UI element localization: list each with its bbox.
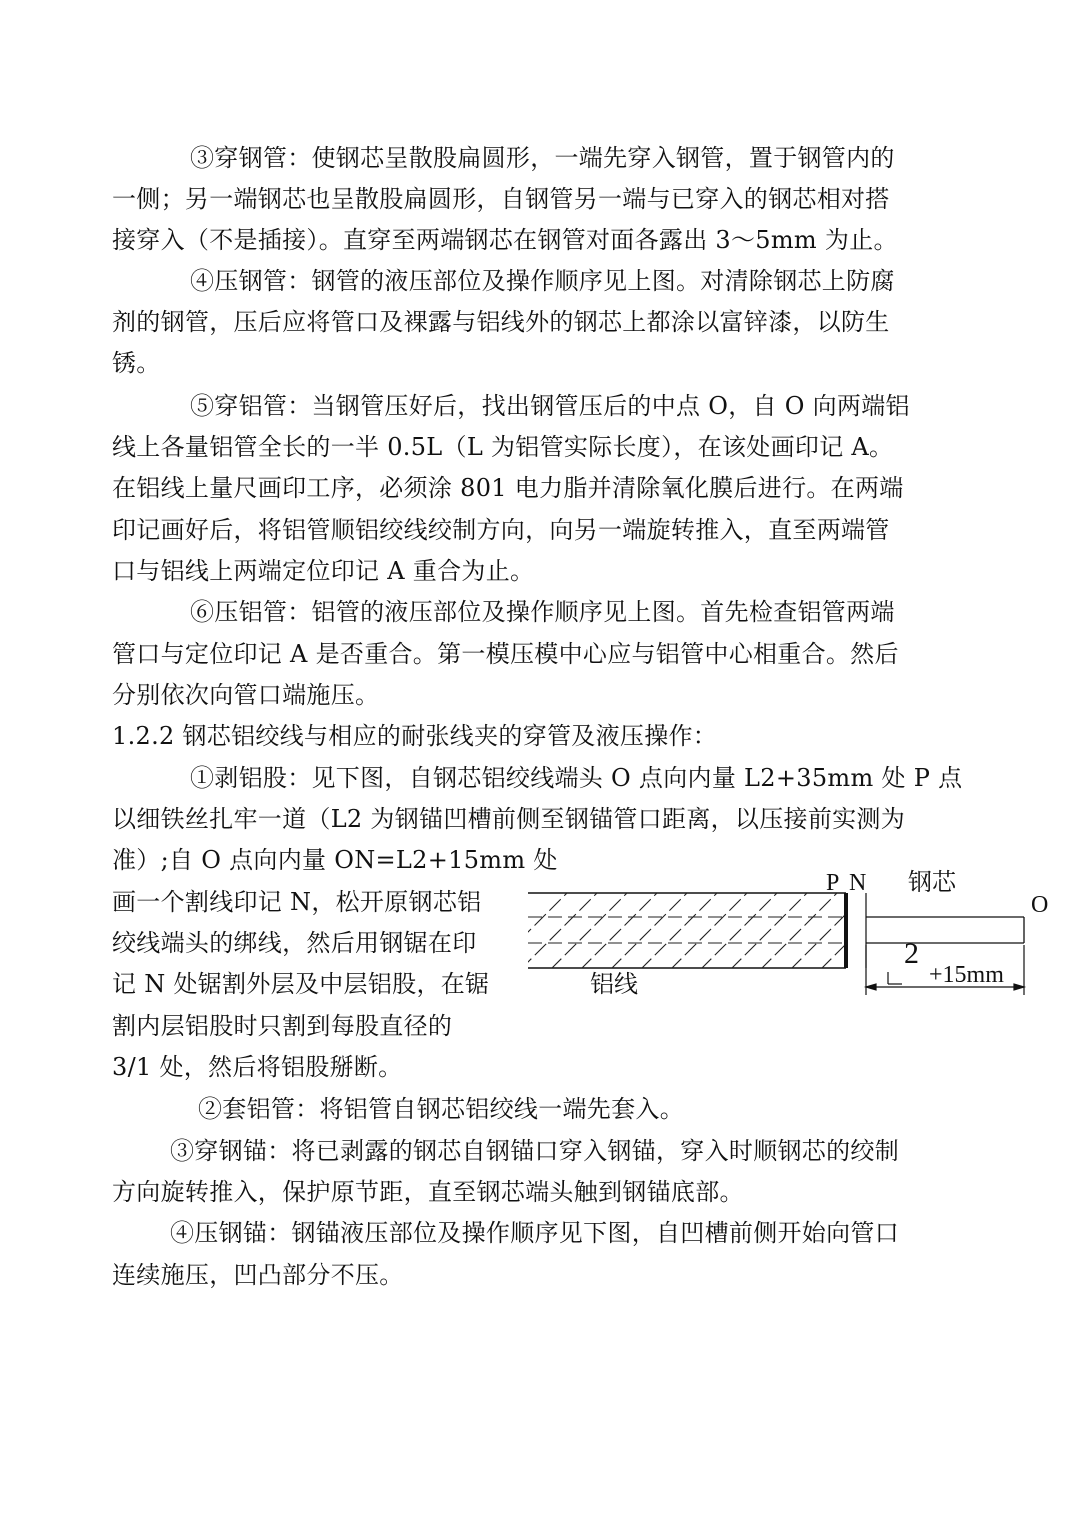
para-5-line-5: 口与铝线上两端定位印记 A 重合为止。 (112, 557, 535, 585)
para-5-line-1: ⑤穿铝管：当钢管压好后，找出钢管压后的中点 O，自 O 向两端铝 (190, 392, 910, 420)
step-1-line-3: 准）;自 O 点向内量 ON=L2+15mm 处 (112, 846, 558, 874)
stripping-diagram (510, 860, 1055, 1000)
para-3-line-2: 一侧；另一端钢芯也呈散股扁圆形，自钢管另一端与已穿入的钢芯相对搭 (112, 185, 890, 213)
para-4-line-2: 剂的钢管，压后应将管口及裸露与铝线外的钢芯上都涂以富锌漆，以防生 (112, 308, 890, 336)
step-4-line-1: ④压钢锚：钢锚液压部位及操作顺序见下图，自凹槽前侧开始向管口 (170, 1219, 899, 1247)
para-6-line-1: ⑥压铝管：铝管的液压部位及操作顺序见上图。首先检查铝管两端 (190, 598, 895, 626)
step-1-line-4: 画一个割线印记 N，松开原钢芯铝 (112, 888, 482, 916)
section-heading: 1.2.2 钢芯铝绞线与相应的耐张线夹的穿管及液压操作： (112, 722, 718, 750)
para-4-line-1: ④压钢管：钢管的液压部位及操作顺序见上图。对清除钢芯上防腐 (190, 267, 895, 295)
step-1-line-5: 绞线端头的绑线，然后用钢锯在印 (112, 929, 477, 957)
label-o: O (1031, 892, 1049, 918)
para-4-line-3: 锈。 (112, 349, 161, 377)
para-6-line-3: 分别依次向管口端施压。 (112, 681, 380, 709)
para-5-line-2: 线上各量铝管全长的一半 0.5L（L 为铝管实际长度），在该处画印记 A。 (112, 433, 894, 461)
label-n: N (849, 870, 867, 896)
aluminium-strands-hatch (510, 890, 900, 970)
step-4-line-2: 连续施压，凹凸部分不压。 (112, 1261, 404, 1289)
step-1-line-6: 记 N 处锯割外层及中层铝股，在锯 (112, 970, 490, 998)
para-3-line-3: 接穿入（不是插接）。直穿至两端钢芯在钢管对面各露出 3～5mm 为止。 (112, 226, 898, 254)
para-5-line-3: 在铝线上量尺画印工序，必须涂 801 电力脂并清除氧化膜后进行。在两端 (112, 474, 904, 502)
step-3-line-1: ③穿钢锚：将已剥露的钢芯自钢锚口穿入钢锚，穿入时顺钢芯的绞制 (170, 1137, 899, 1165)
label-two: 2 (904, 937, 919, 970)
step-1-line-8: 3/1 处，然后将铝股掰断。 (112, 1053, 403, 1081)
label-p: P (826, 870, 840, 896)
step-2-line: ②套铝管：将铝管自钢芯铝绞线一端先套入。 (198, 1095, 684, 1123)
step-3-line-2: 方向旋转推入，保护原节距，直至钢芯端头触到钢锚底部。 (112, 1178, 744, 1206)
step-1-line-1: ①剥铝股：见下图，自钢芯铝绞线端头 O 点向内量 L2+35mm 处 P 点 (190, 764, 963, 792)
steel-core (866, 917, 1024, 943)
label-aluminium: 铝线 (590, 972, 638, 998)
para-6-line-2: 管口与定位印记 A 是否重合。第一模压模中心应与铝管中心相重合。然后 (112, 640, 899, 668)
step-1-line-7: 割内层铝股时只割到每股直径的 (112, 1012, 453, 1040)
para-3-line-1: ③穿钢管：使钢芯呈散股扁圆形，一端先穿入钢管，置于钢管内的 (190, 144, 895, 172)
step-1-line-2: 以细铁丝扎牢一道（L2 为钢锚凹槽前侧至钢锚管口距离，以压接前实测为 (112, 805, 906, 833)
para-5-line-4: 印记画好后，将铝管顺铝绞线绞制方向，向另一端旋转推入，直至两端管 (112, 516, 890, 544)
label-dimension: +15mm (929, 962, 1004, 988)
label-steel-core: 钢芯 (908, 870, 956, 896)
